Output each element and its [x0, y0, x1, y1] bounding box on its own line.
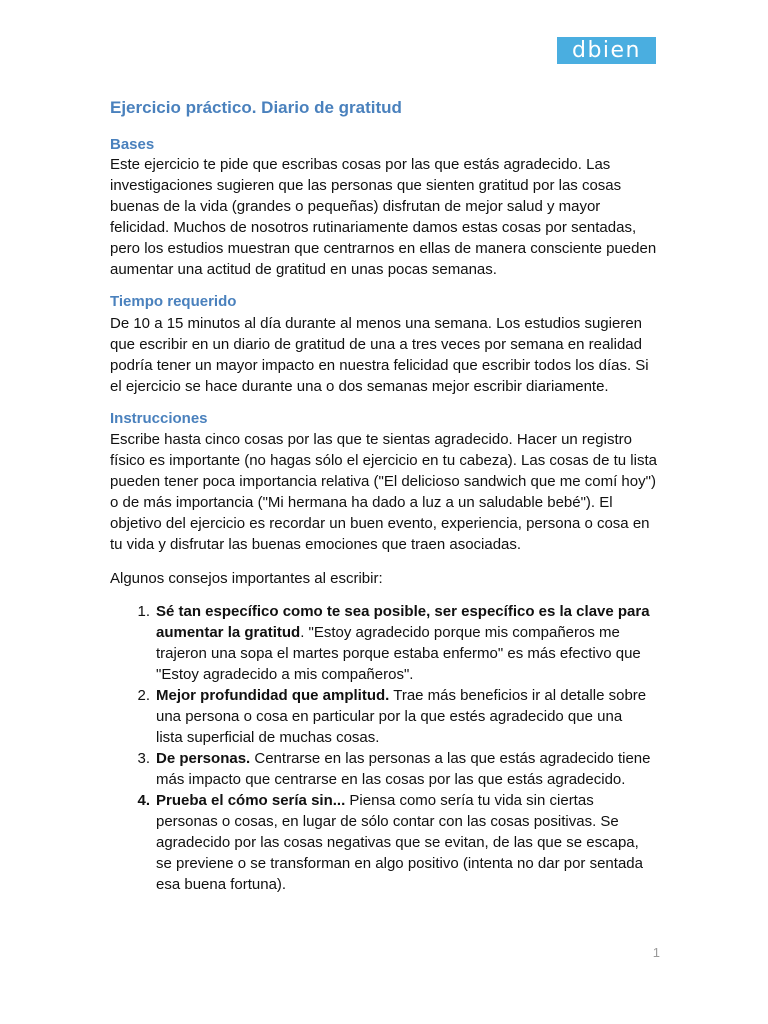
- tip-number: 2.: [137, 687, 150, 704]
- paragraph-instrucciones: Escribe hasta cinco cosas por las que te sientas agradecido. Hacer un registro físico es importante (no hagas sólo el ejercicio en tu cabeza). Las cosas de tu lista pueden tener poca importancia relativa ("El delicioso sandwich que me comí hoy") o de más importancia ("Mi hermana ha dado a luz a un saludable bebé"). El objetivo del ejercicio es recordar un buen evento, experiencia, persona o cosa en tu vida y disfrutar las buenas emociones que traen asociadas.: [110, 431, 657, 553]
- list-item: [156, 601, 652, 685]
- tip-text: Trae más beneficios ir al detalle sobre una persona o cosa en particular por la que estés agradecido que una lista superficial de muchas cosas.: [156, 687, 647, 746]
- paragraph-tiempo-requerido: De 10 a 15 minutos al día durante al menos una semana. Los estudios sugieren que escribir en un diario de gratitud de una a tres veces por semana en realidad podría tener un mayor impacto en nuestra felicidad que escribir todos los días. Si el ejercicio se hace durante una o dos semanas mejor escribir diariamente.: [110, 315, 649, 395]
- tip-number: 4.: [137, 792, 150, 809]
- paragraph-bases: Este ejercicio te pide que escribas cosas por las que estás agradecido. Las investigaciones sugieren que las personas que sienten gratitud por las cosas buenas de la vida (grandes o pequeñas) disfrutan de mejor salud y mayor felicidad. Muchos de nosotros rutinariamente damos estas cosas por sentadas, pero los estudios muestran que centrarnos en ellas de manera consciente pueden aumentar una actitud de gratitud en unas pocas semanas.: [110, 156, 657, 278]
- tip-bold-text: Sé tan específico como te sea posible, ser específico es la clave para aumentar la gratitud: [156, 603, 650, 641]
- heading-tiempo-requerido: Tiempo requerido: [110, 293, 237, 310]
- list-item: [156, 748, 652, 790]
- tip-text: . "Estoy agradecido porque mis compañeros me trajeron una sopa el martes porque estaba enfermo" es más efectivo que "Estoy agradecido a mis compañeros".: [156, 624, 641, 683]
- tip-bold-text: De personas.: [156, 750, 251, 767]
- tip-bold-text: Prueba el cómo sería sin...: [156, 792, 346, 809]
- tip-number: 1.: [137, 603, 150, 620]
- tip-number: 3.: [137, 750, 150, 767]
- heading-bases: Bases: [110, 136, 155, 153]
- page-number: 1: [652, 945, 660, 960]
- tips-intro: Algunos consejos importantes al escribir:: [110, 570, 383, 587]
- list-item: [156, 790, 652, 895]
- tip-text: Piensa como sería tu vida sin ciertas personas o cosas, en lugar de sólo contar con las cosas positivas. Se agradecido por las cosas negativas que se evitan, de las que se escapa, se previene o se transforman en algo positivo (intenta no dar por sentada esa buena fortuna).: [156, 792, 643, 893]
- tip-text: Centrarse en las personas a las que estás agradecido tiene más impacto que centrarse en las cosas por las que estás agradecido.: [156, 750, 651, 788]
- document-title: Ejercicio práctico. Diario de gratitud: [110, 98, 402, 117]
- tip-bold-text: Mejor profundidad que amplitud.: [156, 687, 390, 704]
- heading-instrucciones: Instrucciones: [110, 410, 208, 427]
- list-item: [156, 685, 652, 748]
- dbien-logo: dbien: [557, 37, 656, 64]
